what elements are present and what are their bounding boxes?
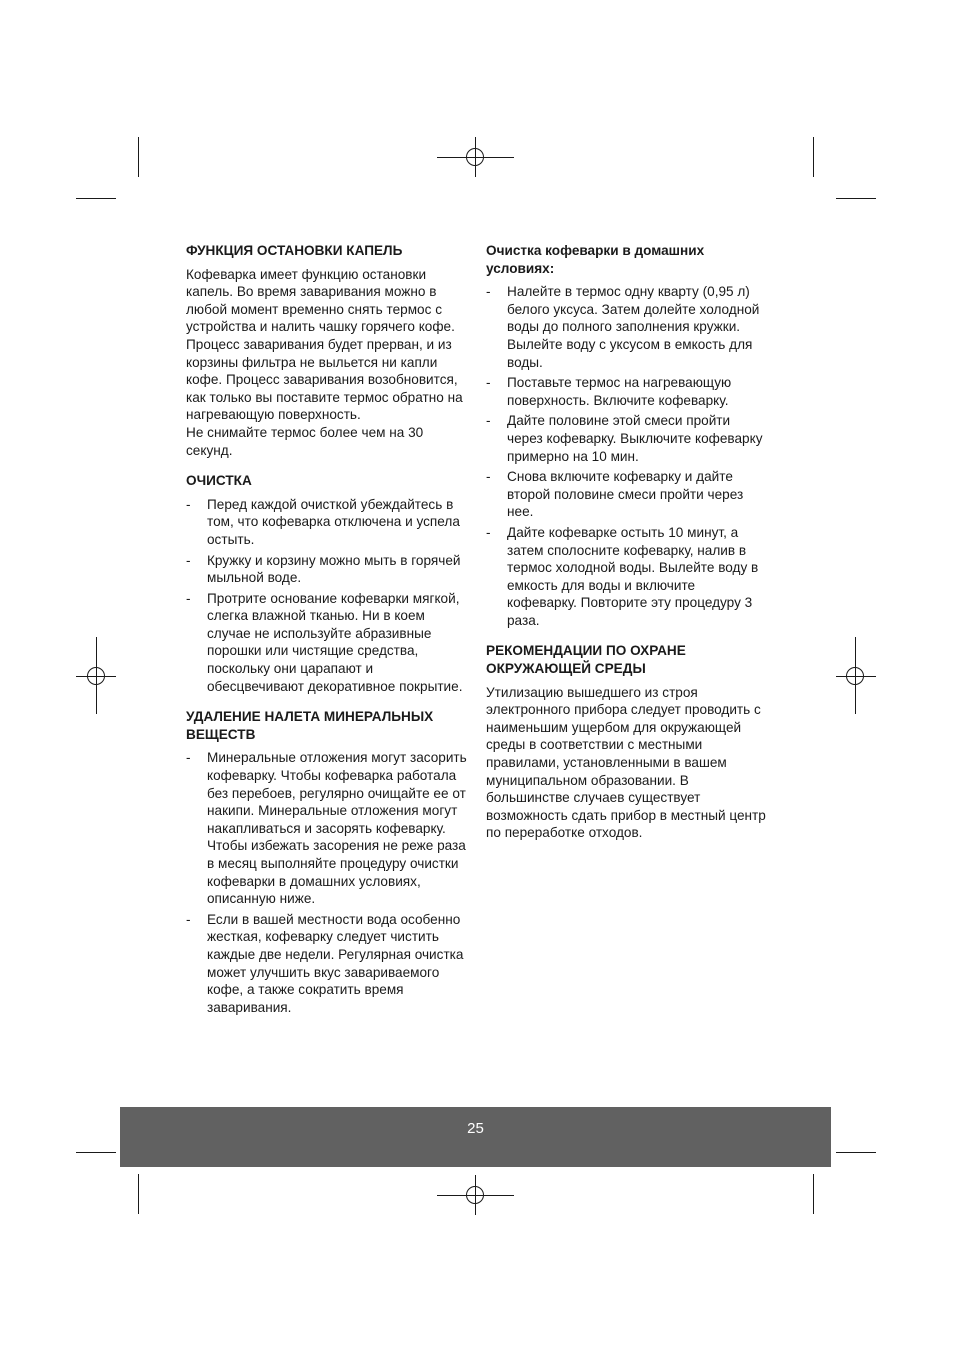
right-column xyxy=(486,242,768,855)
paragraph: Кофеварка имеет функцию остановки капель. Во время заваривания можно в любой момент временно снять термос с устройства и налить чашку горячего кофе. Процесс заваривания будет прерван, и из корзины фильтра не выльется ни капли кофе. Процесс заваривания возобновится, как только вы поставите термос обратно на нагревающую поверхность. xyxy=(186,266,463,423)
bullet-list xyxy=(186,749,468,1016)
crop-mark xyxy=(76,1152,116,1153)
list-item: - Поставьте термос на нагревающую поверхность. Включите кофеварку. xyxy=(486,374,768,409)
section-heading: Очистка кофеварки в домашних условиях: xyxy=(486,243,705,276)
list-item: - Дайте половине этой смеси пройти через кофеварку. Выключите кофеварку примерно на 10 мин. xyxy=(486,412,768,465)
crop-mark xyxy=(76,198,116,199)
cleaning-section xyxy=(186,472,468,695)
list-item: - Налейте в термос одну кварту (0,95 л) белого уксуса. Затем долейте холодной воды до полного заполнения кружки. Вылейте воду с уксусом в емкость для воды. xyxy=(486,283,768,371)
crop-mark xyxy=(138,137,139,177)
list-item: - Если в вашей местности вода особенно жесткая, кофеварку следует чистить каждые две недели. Регулярная очистка может улучшить вкус завариваемого кофе, а также сократить время заваривания. xyxy=(186,911,468,1017)
list-item: - Перед каждой очисткой убеждайтесь в том, что кофеварка отключена и успела остыть. xyxy=(186,496,468,549)
paragraph: Утилизацию вышедшего из строя электронного прибора следует проводить с наименьшим ущербом для окружающей среды в соответствии с местными правилами, установленными в вашем муниципальном образовании. В большинстве случаев существует возможность сдать прибор в местный центр по переработке отходов. xyxy=(486,684,766,841)
left-column xyxy=(186,242,468,1029)
paragraph: Не снимайте термос более чем на 30 секунд. xyxy=(186,424,424,458)
list-item: - Снова включите кофеварку и дайте второй половине смеси пройти через нее. xyxy=(486,468,768,521)
crop-mark xyxy=(138,1174,139,1214)
list-item: - Протрите основание кофеварки мягкой, слегка влажной тканью. Ни в коем случае не используйте абразивные порошки или чистящие средства, поскольку они царапают и обесцвечивают декоративное покрытие. xyxy=(186,590,468,696)
section-heading: ФУНКЦИЯ ОСТАНОВКИ КАПЕЛЬ xyxy=(186,243,403,258)
descaling-section xyxy=(186,708,468,1016)
page-number: 25 xyxy=(467,1120,484,1137)
list-item: - Кружку и корзину можно мыть в горячей мыльной воде. xyxy=(186,552,468,587)
crop-mark xyxy=(813,1174,814,1214)
drip-stop-section xyxy=(186,242,468,459)
crop-mark xyxy=(836,1152,876,1153)
footer-bar xyxy=(120,1107,831,1167)
bullet-list xyxy=(486,283,768,629)
home-cleaning-section xyxy=(486,242,768,629)
section-heading: УДАЛЕНИЕ НАЛЕТА МИНЕРАЛЬНЫХ ВЕЩЕСТВ xyxy=(186,709,434,742)
crop-mark xyxy=(813,137,814,177)
list-item: - Дайте кофеварке остыть 10 минут, а затем сполосните кофеварку, налив в термос холодной воды. Вылейте воду в емкость для воды и включите кофеварку. Повторите эту процедуру 3 раза. xyxy=(486,524,768,630)
environment-section xyxy=(486,642,768,842)
bullet-list xyxy=(186,496,468,696)
crop-mark xyxy=(836,198,876,199)
section-heading: РЕКОМЕНДАЦИИ ПО ОХРАНЕ ОКРУЖАЮЩЕЙ СРЕДЫ xyxy=(486,643,686,677)
section-heading: ОЧИСТКА xyxy=(186,473,252,489)
list-item: - Минеральные отложения могут засорить кофеварку. Чтобы кофеварка работала без перебоев, регулярно очищайте ее от накипи. Минеральные отложения могут накапливаться и засорять кофеварку. Чтобы избежать засорения не реже раза в месяц выполняйте процедуру очистки кофеварки в домашних условиях, описанную ниже. xyxy=(186,749,468,907)
